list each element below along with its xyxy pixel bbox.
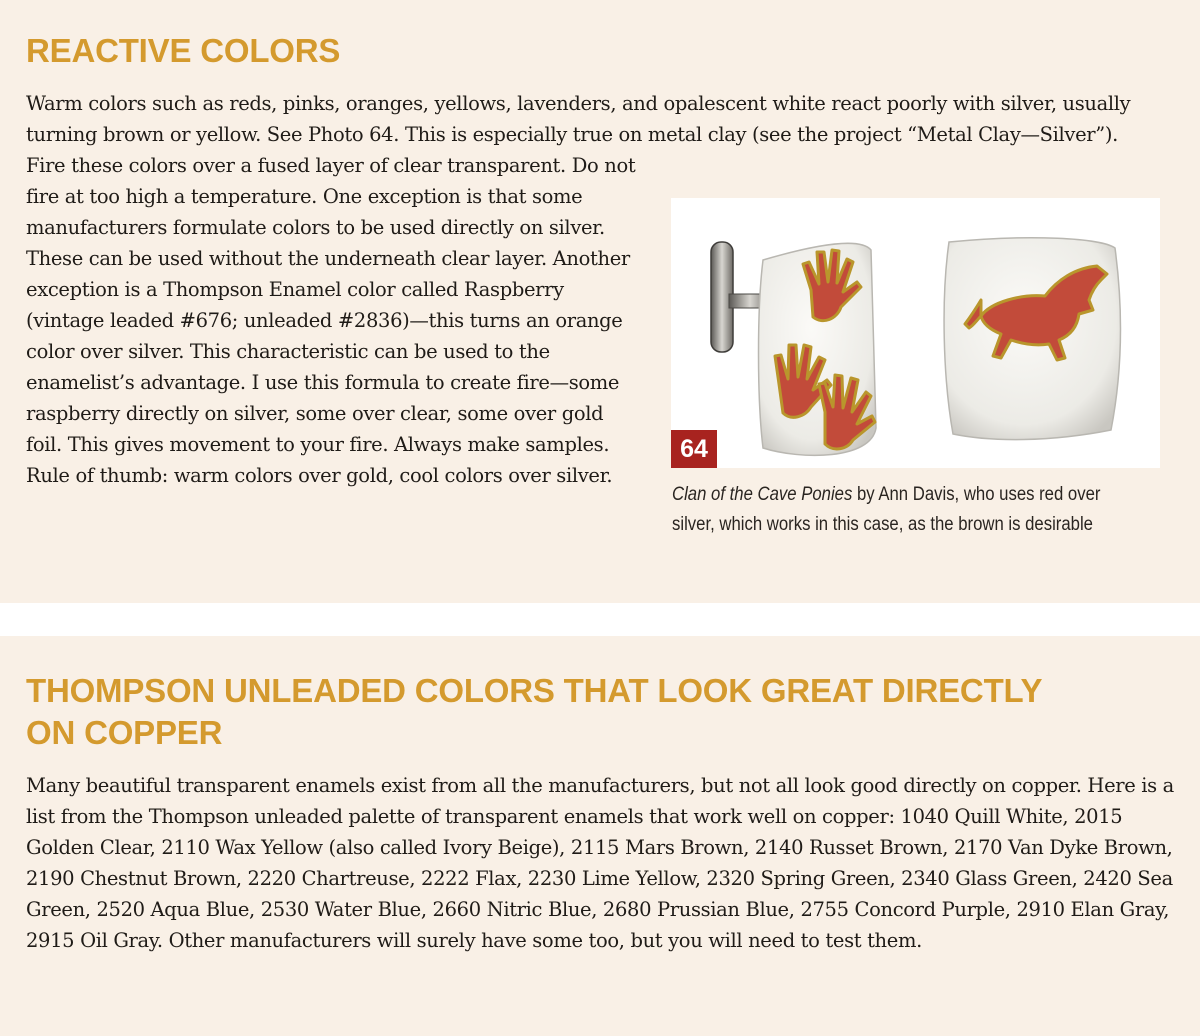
section-heading: REACTIVE COLORS: [26, 32, 341, 69]
body-paragraph: Many beautiful transparent enamels exist from all the manufacturers, but not all look good directly on copper. Here is a list from the Thompson unleaded palette of transparent enamels that work well on copper: 1040 Quill White, 2015 Golden Clear, 2110 Wax Yellow (also called Ivory Beige), 2115 Mars Brown, 2140 Russet Brown, 2170 Van Dyke Brown, 2190 Chestnut Brown, 2220 Chartreuse, 2222 Flax, 2230 Lime Yellow, 2320 Spring Green, 2340 Glass Green, 2420 Sea Green, 2520 Aqua Blue, 2530 Water Blue, 2660 Nitric Blue, 2680 Prussian Blue, 2755 Concord Purple, 2910 Elan Gray, 2915 Oil Gray. Other manufacturers will surely have some too, but you will need to test them.: [26, 774, 1174, 952]
section-heading-line2: ON COPPER: [26, 714, 223, 751]
body-paragraph-wrapped: Fire these colors over a fused layer of clear transparent. Do not fire at too high a temperature. One exception is that some manufacturers formulate colors to be used directly on silver. These can be used without the underneath clear layer. Another exception is a Thompson Enamel color called Raspberry (vintage leaded #676; unleaded #2836)—this turns an orange color over silver. This characteristic can be used to the enamelist’s advantage. I use this formula to create fire—some raspberry directly on silver, some over clear, some over gold foil. This gives movement to your fire. Always make samples. Rule of thumb: warm colors over gold, cool colors over silver.: [26, 154, 636, 487]
body-paragraph-intro: Warm colors such as reds, pinks, oranges, yellows, lavenders, and opalescent white react poorly with silver, usually turning brown or yellow. See Photo 64. This is especially true on metal clay (see the project “Metal Clay—Silver”).: [26, 92, 1131, 146]
cufflinks-photo: [671, 198, 1160, 468]
section-heading-line1: THOMPSON UNLEADED COLORS THAT LOOK GREAT DIRECTLY: [26, 672, 1043, 709]
photo-caption: [672, 480, 1112, 540]
caption-line2: silver, which works in this case, as the brown is desirable: [672, 514, 1093, 535]
section-heading: [26, 670, 1042, 754]
caption-line1-rest: by Ann Davis, who uses red over: [852, 484, 1101, 505]
photo-number-badge: 64: [671, 430, 717, 468]
caption-title: Clan of the Cave Ponies: [672, 484, 853, 505]
